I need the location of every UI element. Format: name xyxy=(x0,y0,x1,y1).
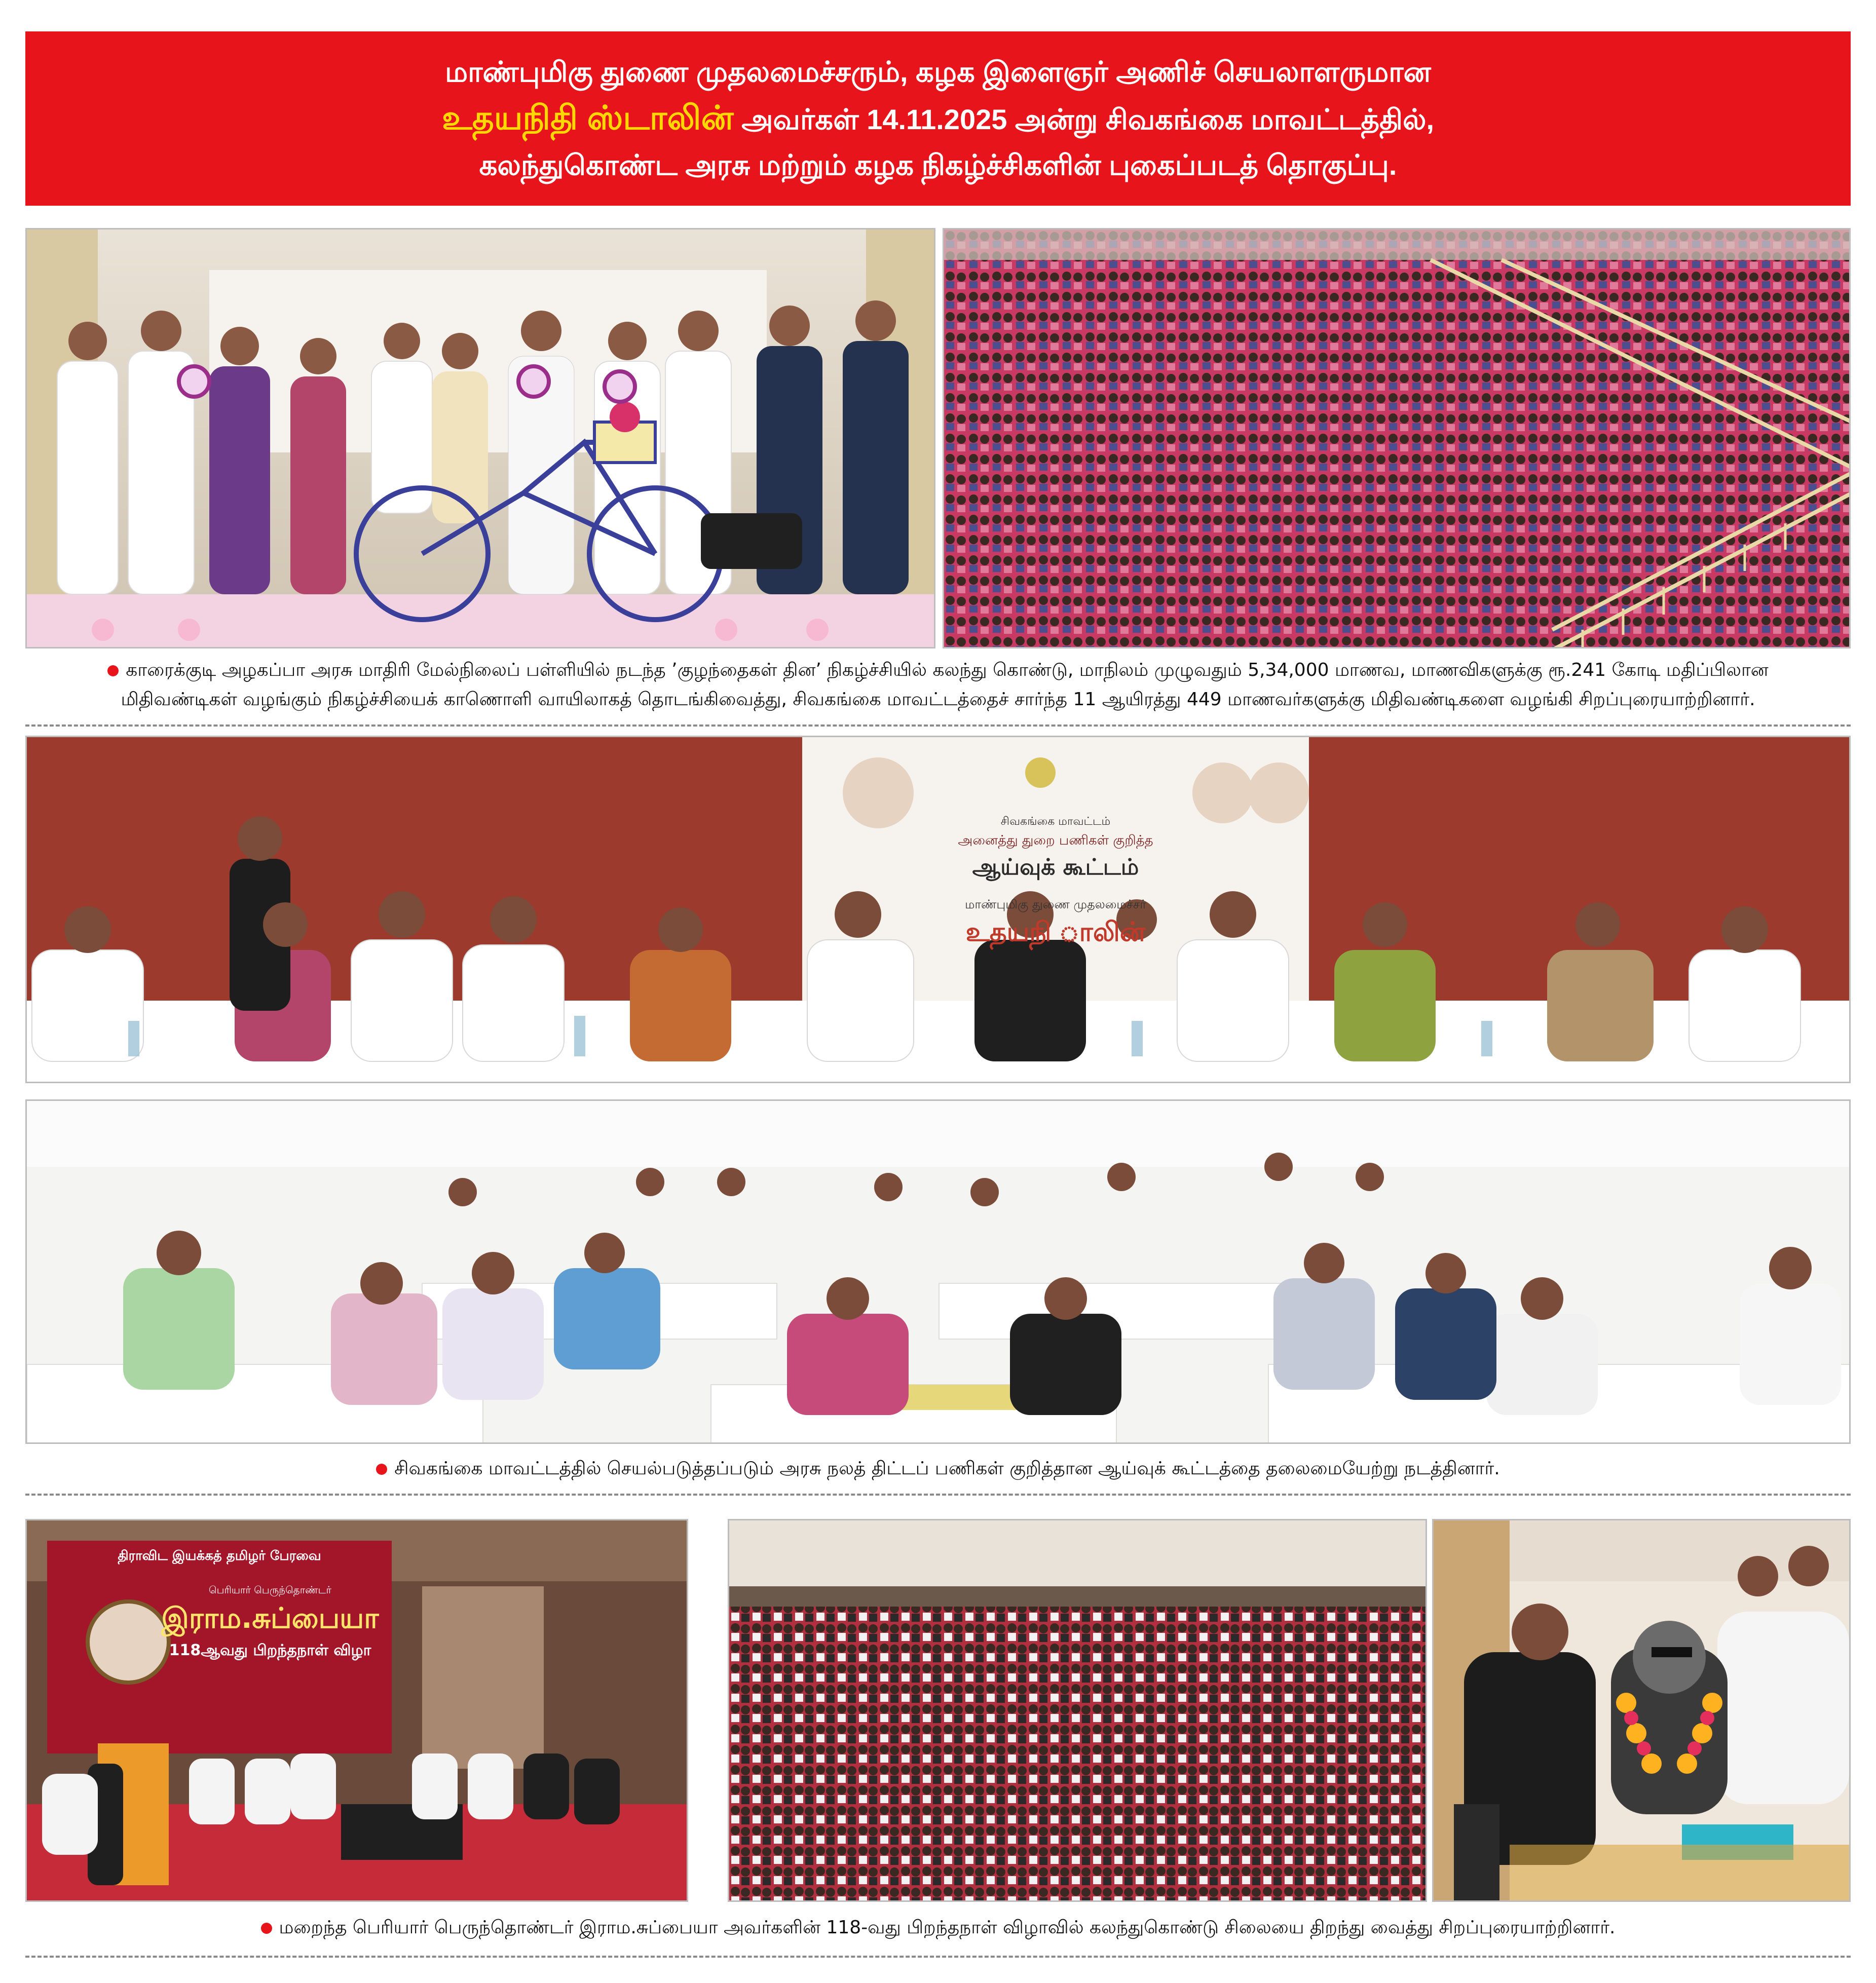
photo-anniversary-audience xyxy=(728,1519,1427,1902)
photo-bicycle-distribution xyxy=(25,228,935,649)
bullet-dot-icon xyxy=(376,1464,387,1475)
backdrop-title: ஆய்வுக் கூட்டம் xyxy=(972,854,1139,880)
caption-section-2 xyxy=(25,1454,1851,1485)
meeting-backdrop-text xyxy=(802,813,1309,980)
caption-section-1-line-2: மிதிவண்டிகள் வழங்கும் நிகழ்ச்சியைக் காணொளி வாயிலாகத் தொடங்கிவைத்து, சிவகங்கை மாவட்டத்தைச் சார்ந்த 11 ஆயிரத்து 449 மாணவர்களுக்கு மிதிவண்டிகளை வழங்கி சிறப்புரையாற்றினார். xyxy=(121,689,1755,710)
photo-review-meeting-dais xyxy=(25,736,1851,1083)
header-line-2-rest: அவர்கள் 14.11.2025 அன்று சிவகங்கை மாவட்டத்தில், xyxy=(733,103,1435,135)
bullet-dot-icon xyxy=(261,1923,272,1934)
photo-statue-unveiling xyxy=(1432,1519,1851,1902)
caption-section-2-text: சிவகங்கை மாவட்டத்தில் செயல்படுத்தப்படும் அரசு நலத் திட்டப் பணிகள் குறித்தான ஆய்வுக் கூட்டத்தை தலைமையேற்று நடத்தினார். xyxy=(394,1458,1500,1479)
backdrop-name: உதயநி ாலின் xyxy=(965,917,1146,947)
photo-review-meeting-officials-art xyxy=(27,1101,1851,1444)
caption-section-1-line-1 xyxy=(25,656,1851,685)
header-banner xyxy=(25,31,1851,206)
photo-students-crowd xyxy=(943,228,1851,649)
caption-section-3 xyxy=(25,1913,1851,1944)
banner-org: திராவிட இயக்கத் தமிழர் பேரவை xyxy=(118,1548,321,1563)
bullet-dot-icon xyxy=(107,665,119,676)
backdrop-district: சிவகங்கை மாவட்டம் xyxy=(1000,815,1111,828)
anniversary-banner-text xyxy=(47,1541,392,1753)
banner-event: 118ஆவது பிறந்தநாள் விழா xyxy=(169,1642,371,1659)
header-line-3: கலந்துகொண்ட அரசு மற்றும் கழக நிகழ்ச்சிகளின் புகைப்படத் தொகுப்பு. xyxy=(479,149,1397,181)
caption-section-1-text-1: காரைக்குடி அழகப்பா அரசு மாதிரி மேல்நிலைப் பள்ளியில் நடந்த ’குழந்தைகள் தின’ நிகழ்ச்சியில் கலந்து கொண்டு, மாநிலம் முழுவதும் 5,34,000 மாணவ, மாணவிகளுக்கு ரூ.241 கோடி மதிப்பிலான xyxy=(126,660,1769,680)
banner-sub: பெரியார் பெருந்தொண்டர் xyxy=(209,1584,331,1596)
photo-review-meeting-officials xyxy=(25,1099,1851,1444)
backdrop-subtitle: அனைத்து துறை பணிகள் குறித்த xyxy=(958,833,1153,848)
caption-section-1 xyxy=(25,656,1851,718)
divider-3 xyxy=(25,1956,1851,1958)
photo-students-crowd-art xyxy=(944,230,1851,649)
photo-birth-anniversary-stage xyxy=(25,1519,688,1902)
divider-1 xyxy=(25,724,1851,727)
banner-name: இராம.சுப்பையா xyxy=(161,1602,379,1635)
photo-anniversary-audience-art xyxy=(729,1520,1427,1902)
photo-statue-unveiling-art xyxy=(1434,1520,1851,1902)
header-line-2 xyxy=(442,98,1434,139)
header-line-1: மாண்புமிகு துணை முதலமைச்சரும், கழக இளைஞர் அணிச் செயலாளருமான xyxy=(445,56,1431,88)
divider-2 xyxy=(25,1494,1851,1496)
header-highlight-name: உதயநிதி ஸ்டாலின் xyxy=(441,99,734,136)
backdrop-presiding: மாண்புமிகு துணை முதலமைச்சர் xyxy=(965,897,1146,911)
photo-bicycle-distribution-art xyxy=(27,230,935,649)
caption-section-3-text: மறைந்த பெரியார் பெருந்தொண்டர் இராம.சுப்பையா அவர்களின் 118-வது பிறந்தநாள் விழாவில் கலந்துகொண்டு சிலையை திறந்து வைத்து சிறப்புரையாற்றினார். xyxy=(279,1917,1616,1938)
